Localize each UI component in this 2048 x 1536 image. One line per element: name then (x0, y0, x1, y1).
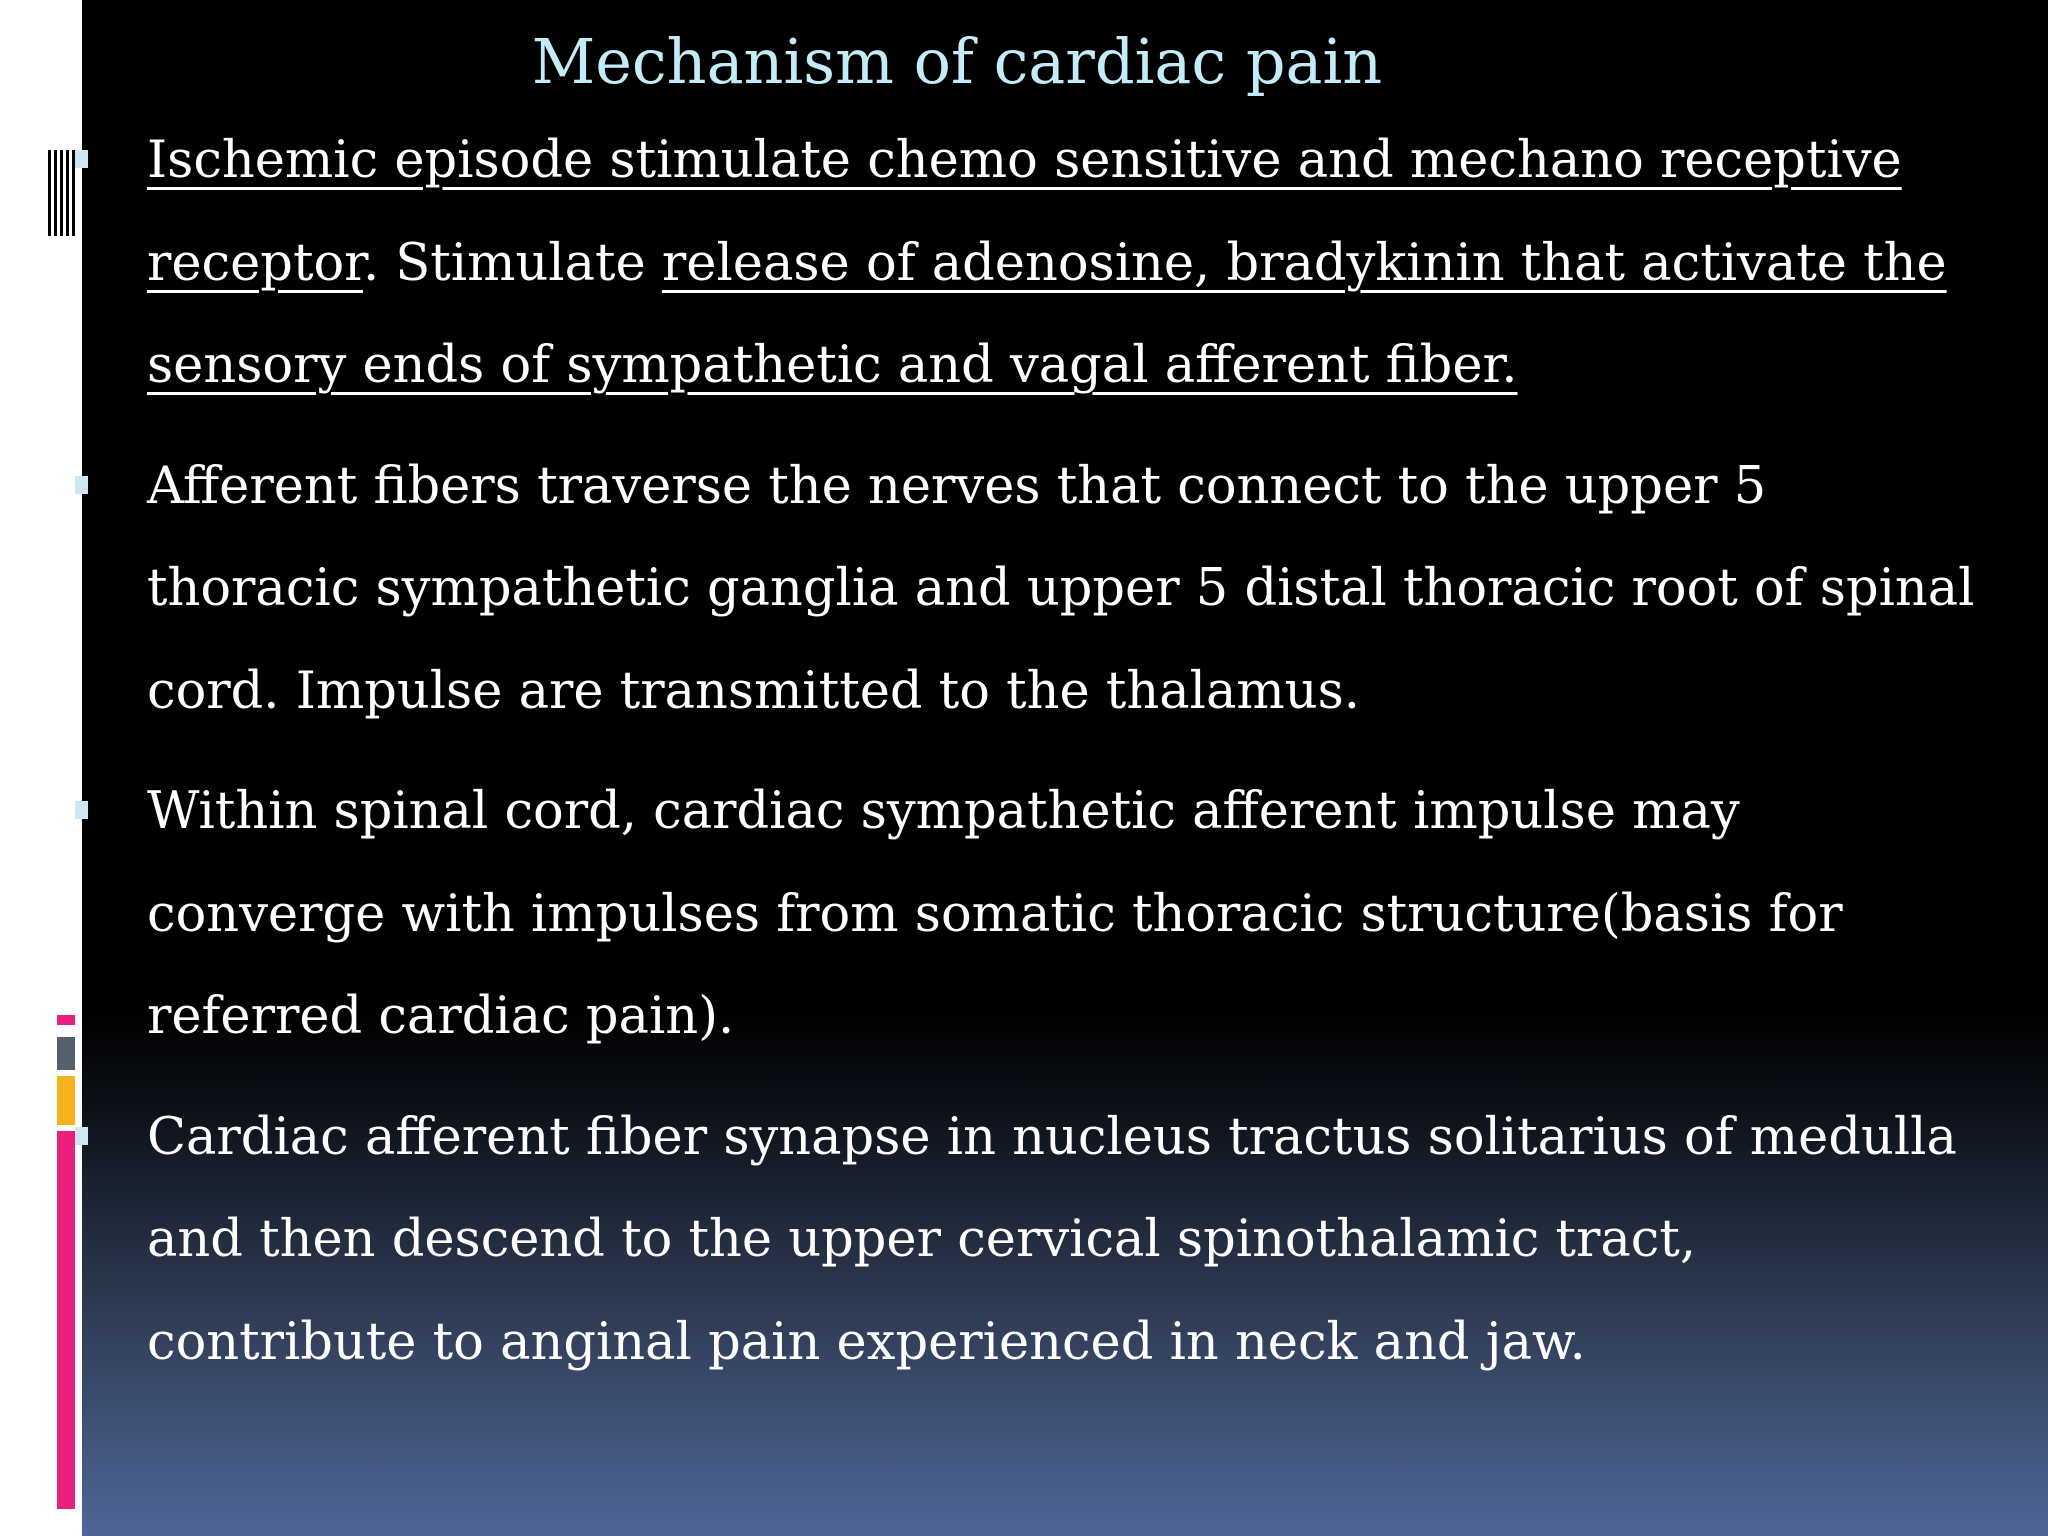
bullet-item (0, 761, 1977, 1069)
bullet-marker-icon (75, 801, 88, 819)
bullet-text: Afferent fibers traverse the nerves that connect to the upper 5 thoracic sympathetic ganglia and upper 5 distal thoracic root of spinal cord. Impulse are transmitted to the thalamus. (147, 456, 1975, 721)
bullet-text: Within spinal cord, cardiac sympathetic afferent impulse may converge with impulses from somatic thoracic structure(basis for referred cardiac pain). (147, 782, 1843, 1046)
bullet-text: Cardiac afferent fiber synapse in nucleus tractus solitarius of medulla and then descend to the upper cervical spinothalamic tract, contribute to anginal pain experienced in neck and jaw. (147, 1107, 1957, 1372)
bullet-list (0, 110, 2048, 1412)
bullet-text-underlined: Ischemic episode stimulate chemo sensitive and mechano receptive receptor (147, 131, 1902, 293)
bullet-text-underlined: release of adenosine, bradykinin that activate the sensory ends of sympathetic and vagal afferent fiber. (147, 233, 1947, 395)
bullet-item (0, 1087, 1977, 1395)
bullet-text: . Stimulate (362, 233, 662, 293)
bullet-item (0, 110, 1977, 418)
bullet-marker-icon (75, 1127, 88, 1145)
bullet-marker-icon (75, 150, 88, 168)
bullet-item (0, 436, 1977, 744)
bullet-marker-icon (75, 476, 88, 494)
slide-title: Mechanism of cardiac pain (531, 25, 1383, 98)
